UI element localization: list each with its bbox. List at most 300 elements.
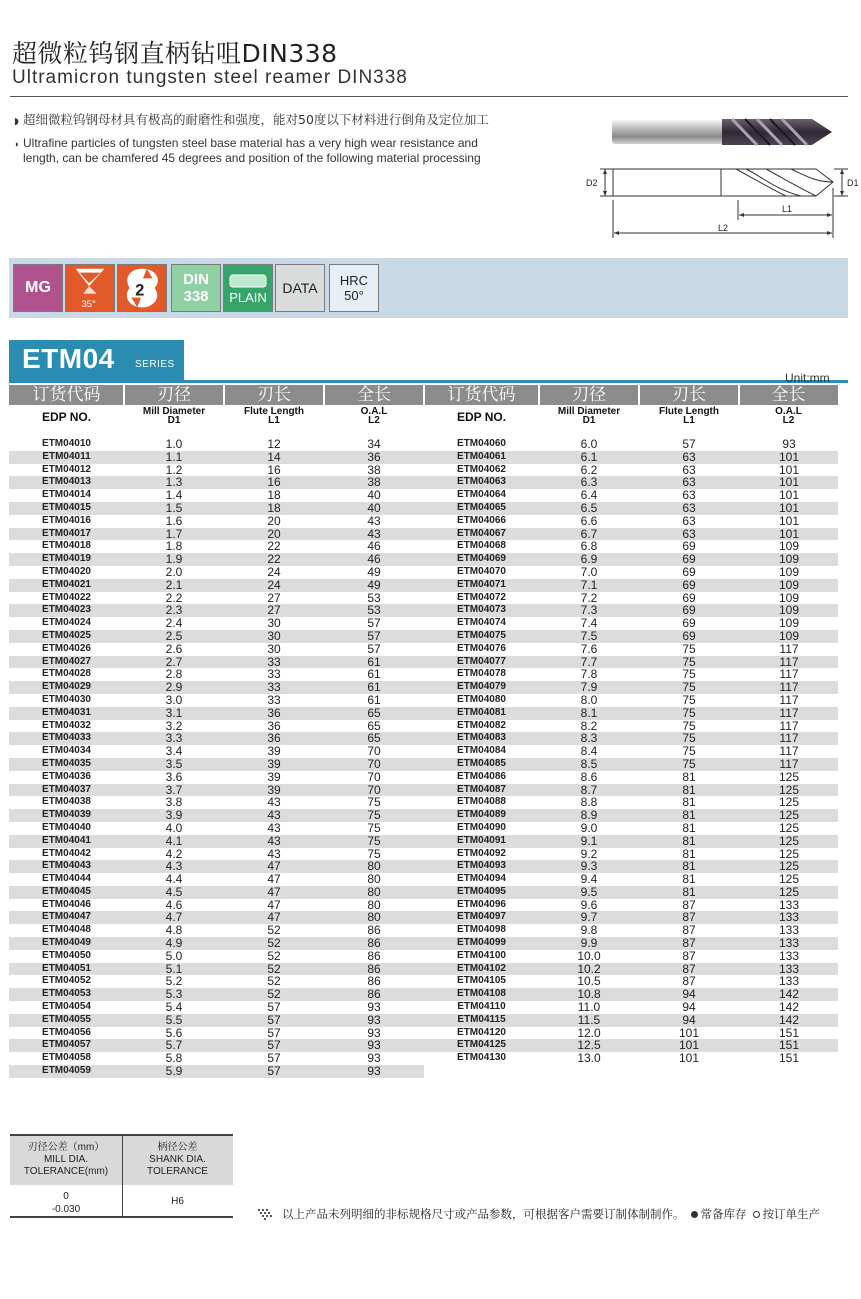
header-edp-cn: 订货代码 <box>32 385 101 405</box>
overall-length-cell: 142 <box>778 987 800 1002</box>
tolerance-shank-value: H6 <box>171 1196 184 1207</box>
table-row <box>9 796 838 809</box>
diameter-cell: 8.0 <box>580 692 598 707</box>
flute-length-cell: 33 <box>267 654 281 669</box>
header-dia-en-text: Mill Diameter <box>142 406 206 417</box>
flute-length-cell: 18 <box>267 488 281 503</box>
series-divider <box>9 380 848 383</box>
diameter-cell: 8.6 <box>580 769 598 784</box>
edp-cell: ETM04100 <box>457 949 506 961</box>
flute-length-cell: 30 <box>267 641 281 656</box>
flute-length-cell: 75 <box>682 654 696 669</box>
bullet-icon: ◗ <box>14 139 20 149</box>
overall-length-cell: 125 <box>778 846 800 861</box>
overall-length-cell: 80 <box>367 897 381 912</box>
flute-length-cell: 69 <box>682 603 696 618</box>
overall-length-cell: 61 <box>367 692 381 707</box>
tolerance-shank-header <box>122 1142 233 1178</box>
edp-cell: ETM04095 <box>457 885 506 897</box>
edp-cell: ETM04071 <box>457 578 506 590</box>
edp-cell: ETM04033 <box>42 732 91 744</box>
table-row <box>9 694 838 707</box>
diameter-cell: 4.6 <box>165 897 183 912</box>
overall-length-cell: 133 <box>778 923 800 938</box>
flute-length-cell: 75 <box>682 692 696 707</box>
diameter-cell: 4.2 <box>165 846 183 861</box>
flute-length-cell: 20 <box>267 526 281 541</box>
overall-length-cell: 43 <box>367 526 381 541</box>
edp-cell: ETM04049 <box>42 937 91 949</box>
flute-length-cell: 16 <box>267 475 281 490</box>
header-dia-en-text-2: Mill Diameter <box>557 406 621 417</box>
flute-length-cell: 75 <box>682 731 696 746</box>
flute-length-cell: 75 <box>682 718 696 733</box>
flute-length-cell: 81 <box>682 833 696 848</box>
diameter-cell: 3.3 <box>165 731 183 746</box>
edp-cell: ETM04079 <box>457 681 506 693</box>
flute-length-cell: 57 <box>267 1012 281 1027</box>
din-label-bottom: 338 <box>183 288 209 305</box>
header-flute-cn: 刃长 <box>257 385 291 405</box>
overall-length-cell: 34 <box>367 437 381 451</box>
unit-label: Unit:mm <box>785 371 830 385</box>
edp-cell: ETM04011 <box>42 450 91 462</box>
edp-cell: ETM04036 <box>42 770 91 782</box>
flute-length-cell: 69 <box>682 616 696 631</box>
overall-length-cell: 109 <box>778 539 800 554</box>
overall-length-cell: 86 <box>367 961 381 976</box>
flute-length-cell: 18 <box>267 500 281 515</box>
flute-length-cell: 81 <box>682 846 696 861</box>
header-dia-cn-2: 刃径 <box>572 385 606 405</box>
flute-length-cell: 27 <box>267 590 281 605</box>
column-separator <box>223 385 225 430</box>
header-dia-en-2 <box>539 407 639 425</box>
overall-length-cell: 125 <box>778 872 800 887</box>
flute-length-cell: 81 <box>682 872 696 887</box>
overall-length-cell: 86 <box>367 923 381 938</box>
table-row <box>9 515 838 528</box>
edp-cell: ETM04084 <box>457 745 506 757</box>
table-row <box>9 950 838 963</box>
edp-cell: ETM04125 <box>457 1039 506 1051</box>
edp-cell: ETM04061 <box>457 450 506 462</box>
edp-cell: ETM04045 <box>42 885 91 897</box>
edp-cell: ETM04059 <box>42 1065 91 1077</box>
flute-length-cell: 101 <box>678 1025 700 1040</box>
hardness-label-bottom: 50° <box>344 288 364 303</box>
edp-cell: ETM04056 <box>42 1026 91 1038</box>
dim-d2-label: D2 <box>586 178 598 188</box>
flute-length-cell: 47 <box>267 910 281 925</box>
overall-length-cell: 93 <box>367 1064 381 1079</box>
overall-length-cell: 151 <box>778 1038 800 1053</box>
edp-cell: ETM04060 <box>457 438 506 449</box>
diameter-cell: 1.3 <box>165 475 183 490</box>
edp-cell: ETM04050 <box>42 949 91 961</box>
diameter-cell: 6.0 <box>580 437 598 451</box>
diameter-cell: 5.9 <box>165 1064 183 1079</box>
edp-cell: ETM04027 <box>42 655 91 667</box>
data-icon <box>275 264 325 312</box>
overall-length-cell: 49 <box>367 577 381 592</box>
flute-length-cell: 75 <box>682 641 696 656</box>
edp-cell: ETM04120 <box>457 1026 506 1038</box>
header-flute-symbol: L1 <box>268 415 280 426</box>
overall-length-cell: 46 <box>367 552 381 567</box>
table-row <box>9 1052 838 1065</box>
edp-cell: ETM04041 <box>42 834 91 846</box>
overall-length-cell: 65 <box>367 731 381 746</box>
flute-length-cell: 63 <box>682 462 696 477</box>
edp-cell: ETM04029 <box>42 681 91 693</box>
overall-length-cell: 86 <box>367 948 381 963</box>
flute-length-cell: 81 <box>682 859 696 874</box>
tolerance-shank-en2: TOLERANCE <box>147 1166 208 1177</box>
header-flute-en-text-2: Flute Length <box>659 406 719 417</box>
header-edp-en-2 <box>424 407 539 427</box>
diameter-cell: 10.0 <box>577 948 601 963</box>
diameter-cell: 3.9 <box>165 808 183 823</box>
overall-length-cell: 142 <box>778 1000 800 1015</box>
edp-cell: ETM04014 <box>42 489 91 501</box>
tolerance-shank-en1: SHANK DIA. <box>149 1154 206 1165</box>
diameter-cell: 2.6 <box>165 641 183 656</box>
edp-cell: ETM04081 <box>457 706 506 718</box>
overall-length-cell: 101 <box>778 513 800 528</box>
edp-cell: ETM04043 <box>42 860 91 872</box>
flute-length-cell: 81 <box>682 820 696 835</box>
table-row <box>9 1039 838 1052</box>
flute-length-cell: 81 <box>682 769 696 784</box>
edp-cell: ETM04070 <box>457 565 506 577</box>
edp-cell: ETM04068 <box>457 540 506 552</box>
diameter-cell: 9.1 <box>580 833 598 848</box>
flute-length-cell: 47 <box>267 872 281 887</box>
diameter-cell: 8.4 <box>580 744 598 759</box>
edp-cell: ETM04047 <box>42 911 91 923</box>
edp-cell: ETM04022 <box>42 591 91 603</box>
shank-type-label: PLAIN <box>229 289 267 305</box>
table-row <box>9 899 838 912</box>
table-row <box>9 758 838 771</box>
diameter-cell: 1.9 <box>165 552 183 567</box>
overall-length-cell: 86 <box>367 987 381 1002</box>
header-flute-en-2 <box>639 407 739 425</box>
flute-length-cell: 52 <box>267 987 281 1002</box>
diameter-cell: 9.0 <box>580 820 598 835</box>
header-edp-en-text-2: EDP NO. <box>456 410 507 424</box>
diameter-cell: 8.8 <box>580 795 598 810</box>
header-dia-cn: 刃径 <box>157 385 191 405</box>
overall-length-cell: 40 <box>367 488 381 503</box>
edp-cell: ETM04065 <box>457 501 506 513</box>
diameter-cell: 7.1 <box>580 577 598 592</box>
hardness-icon <box>329 264 379 312</box>
flute-length-cell: 87 <box>682 961 696 976</box>
edp-cell: ETM04052 <box>42 975 91 987</box>
description-en-line2: length, can be chamfered 45 degrees and position of the following material processing <box>23 151 481 165</box>
edp-cell: ETM04055 <box>42 1013 91 1025</box>
overall-length-cell: 109 <box>778 590 800 605</box>
table-row <box>9 528 838 541</box>
flute-length-cell: 33 <box>267 692 281 707</box>
flute-length-cell: 52 <box>267 961 281 976</box>
footnote-text: 以上产品未列明细的非标规格尺寸或产品参数，可根据客户需要订制体制制作。 <box>282 1207 685 1221</box>
edp-cell: ETM04016 <box>42 514 91 526</box>
din-label-top: DIN <box>183 271 209 288</box>
bullet-icon: ◗ <box>14 117 19 127</box>
dim-l2-label: L2 <box>718 223 729 233</box>
diameter-cell: 4.8 <box>165 923 183 938</box>
header-dia-symbol: D1 <box>167 415 181 426</box>
overall-length-cell: 151 <box>778 1051 800 1066</box>
edp-cell: ETM04020 <box>42 565 91 577</box>
flute-length-cell: 39 <box>267 756 281 771</box>
flute-length-cell: 22 <box>267 539 281 554</box>
dither-pattern-icon <box>258 1209 274 1220</box>
table-row <box>9 963 838 976</box>
table-row <box>9 860 838 873</box>
header-dia-en <box>124 407 224 425</box>
flute-length-cell: 36 <box>267 718 281 733</box>
diameter-cell: 1.4 <box>165 488 183 503</box>
table-row <box>9 1027 838 1040</box>
overall-length-cell: 75 <box>367 833 381 848</box>
flute-length-cell: 39 <box>267 782 281 797</box>
edp-cell: ETM04028 <box>42 668 91 680</box>
table-row <box>9 643 838 656</box>
flute-length-cell: 16 <box>267 462 281 477</box>
flute-length-cell: 81 <box>682 884 696 899</box>
edp-cell: ETM04040 <box>42 821 91 833</box>
flute-length-cell: 63 <box>682 475 696 490</box>
description-cn-text: 超细微粒钨钢母材具有极高的耐磨性和强度，能对50度以下材料进行倒角及定位加工 <box>23 112 489 127</box>
header-edp-cn-2: 订货代码 <box>447 385 516 405</box>
flute-length-cell: 43 <box>267 795 281 810</box>
drill-dimension-drawing <box>586 160 861 240</box>
diameter-cell: 1.8 <box>165 539 183 554</box>
material-grade-icon <box>13 264 63 312</box>
overall-length-cell: 80 <box>367 884 381 899</box>
table-row <box>9 720 838 733</box>
shank-type-icon <box>223 264 273 312</box>
diameter-cell: 9.3 <box>580 859 598 874</box>
overall-length-cell: 133 <box>778 910 800 925</box>
flute-length-cell: 57 <box>267 1064 281 1079</box>
overall-length-cell: 38 <box>367 462 381 477</box>
overall-length-cell: 109 <box>778 603 800 618</box>
diameter-cell: 2.3 <box>165 603 183 618</box>
diameter-cell: 9.4 <box>580 872 598 887</box>
overall-length-cell: 93 <box>367 1051 381 1066</box>
material-grade-label: MG <box>25 279 51 296</box>
diameter-cell: 5.4 <box>165 1000 183 1015</box>
edp-cell: ETM04110 <box>457 1001 506 1013</box>
flute-length-cell: 63 <box>682 500 696 515</box>
edp-cell: ETM04046 <box>42 898 91 910</box>
edp-cell: ETM04069 <box>457 553 506 565</box>
overall-length-cell: 38 <box>367 475 381 490</box>
flute-length-cell: 87 <box>682 897 696 912</box>
flute-length-cell: 63 <box>682 513 696 528</box>
edp-cell: ETM04064 <box>457 489 506 501</box>
edp-cell: ETM04038 <box>42 796 91 808</box>
table-row <box>9 489 838 502</box>
column-separator <box>738 385 740 430</box>
diameter-cell: 4.7 <box>165 910 183 925</box>
description-en <box>14 136 481 165</box>
in-stock-dot-icon <box>691 1211 698 1218</box>
table-row <box>9 553 838 566</box>
edp-cell: ETM04023 <box>42 604 91 616</box>
edp-cell: ETM04053 <box>42 988 91 1000</box>
edp-cell: ETM04073 <box>457 604 506 616</box>
diameter-cell: 1.6 <box>165 513 183 528</box>
flute-length-cell: 94 <box>682 1000 696 1015</box>
column-separator <box>423 385 425 430</box>
flute-length-cell: 39 <box>267 744 281 759</box>
overall-length-cell: 117 <box>779 744 799 759</box>
edp-cell: ETM04099 <box>457 937 506 949</box>
helix-angle-label: 35° <box>81 299 96 311</box>
edp-cell: ETM04083 <box>457 732 506 744</box>
overall-length-cell: 61 <box>367 680 381 695</box>
overall-length-cell: 125 <box>778 782 800 797</box>
flute-length-cell: 33 <box>267 680 281 695</box>
diameter-cell: 8.2 <box>580 718 598 733</box>
flute-length-cell: 47 <box>267 884 281 899</box>
overall-length-cell: 70 <box>367 756 381 771</box>
table-row <box>9 540 838 553</box>
table-row <box>9 1065 838 1078</box>
edp-cell: ETM04097 <box>457 911 506 923</box>
diameter-cell: 3.5 <box>165 756 183 771</box>
diameter-cell: 6.3 <box>580 475 598 490</box>
table-row <box>9 848 838 861</box>
overall-length-cell: 36 <box>367 449 381 464</box>
tolerance-mill-upper: 0 <box>63 1191 69 1202</box>
edp-cell: ETM04032 <box>42 719 91 731</box>
diameter-cell: 2.9 <box>165 680 183 695</box>
flute-length-cell: 94 <box>682 987 696 1002</box>
flute-length-cell: 39 <box>267 769 281 784</box>
din-standard-icon <box>171 264 221 312</box>
flute-length-cell: 43 <box>267 820 281 835</box>
diameter-cell: 5.0 <box>165 948 183 963</box>
flute-length-cell: 87 <box>682 936 696 951</box>
flute-length-cell: 63 <box>682 488 696 503</box>
tolerance-mill-lower: -0.030 <box>51 1204 81 1215</box>
edp-cell: ETM04010 <box>42 438 91 449</box>
column-separator <box>538 385 540 430</box>
flute-length-cell: 87 <box>682 910 696 925</box>
helix-angle-graphic <box>66 264 114 312</box>
overall-length-cell: 93 <box>367 1038 381 1053</box>
dim-l1-label: L1 <box>782 204 793 214</box>
diameter-cell: 11.5 <box>577 1012 601 1027</box>
edp-cell: ETM04090 <box>457 821 506 833</box>
flute-length-cell: 14 <box>267 449 281 464</box>
overall-length-cell: 109 <box>778 577 800 592</box>
overall-length-cell: 117 <box>779 680 799 695</box>
diameter-cell: 5.6 <box>165 1025 183 1040</box>
diameter-cell: 7.9 <box>580 680 598 695</box>
edp-cell: ETM04091 <box>457 834 506 846</box>
edp-cell: ETM04087 <box>457 783 506 795</box>
diameter-cell: 5.3 <box>165 987 183 1002</box>
edp-cell: ETM04088 <box>457 796 506 808</box>
table-row <box>9 617 838 630</box>
header-flute-cn-2: 刃长 <box>672 385 706 405</box>
edp-cell: ETM04115 <box>457 1013 506 1025</box>
tolerance-mill-cn: 刃径公差（mm） <box>27 1142 105 1153</box>
overall-length-cell: 49 <box>367 564 381 579</box>
flute-length-cell: 24 <box>267 577 281 592</box>
overall-length-cell: 57 <box>367 641 381 656</box>
diameter-cell: 2.7 <box>165 654 183 669</box>
edp-cell: ETM04025 <box>42 629 91 641</box>
flute-length-cell: 36 <box>267 705 281 720</box>
diameter-cell: 9.5 <box>580 884 598 899</box>
overall-length-cell: 93 <box>782 437 796 451</box>
overall-length-cell: 125 <box>778 859 800 874</box>
overall-length-cell: 70 <box>367 769 381 784</box>
flute-length-cell: 81 <box>682 795 696 810</box>
series-name: ETM04 <box>22 343 115 374</box>
overall-length-cell: 80 <box>367 859 381 874</box>
table-row <box>9 988 838 1001</box>
footnote <box>258 1206 820 1222</box>
flute-length-cell: 47 <box>267 897 281 912</box>
edp-cell: ETM04037 <box>42 783 91 795</box>
diameter-cell: 4.5 <box>165 884 183 899</box>
tolerance-table <box>10 1134 233 1218</box>
overall-length-cell: 125 <box>778 820 800 835</box>
diameter-cell: 10.8 <box>577 987 601 1002</box>
made-to-order-label: 按订单生产 <box>762 1207 820 1221</box>
diameter-cell: 2.4 <box>165 616 183 631</box>
flute-length-cell: 94 <box>682 1012 696 1027</box>
edp-cell: ETM04082 <box>457 719 506 731</box>
edp-cell: ETM04076 <box>457 642 506 654</box>
edp-cell: ETM04015 <box>42 501 91 513</box>
overall-length-cell: 75 <box>367 808 381 823</box>
flute-length-cell: 30 <box>267 616 281 631</box>
diameter-cell: 9.6 <box>580 897 598 912</box>
overall-length-cell: 117 <box>779 731 799 746</box>
overall-length-cell: 133 <box>778 974 800 989</box>
flute-length-cell: 43 <box>267 846 281 861</box>
page-title-en: Ultramicron tungsten steel reamer DIN338 <box>12 67 408 88</box>
overall-length-cell: 40 <box>367 500 381 515</box>
overall-length-cell: 65 <box>367 705 381 720</box>
edp-cell: ETM04105 <box>457 975 506 987</box>
overall-length-cell: 61 <box>367 667 381 682</box>
flute-length-cell: 75 <box>682 744 696 759</box>
flute-length-cell: 36 <box>267 731 281 746</box>
table-row <box>9 502 838 515</box>
table-row <box>9 668 838 681</box>
overall-length-cell: 75 <box>367 846 381 861</box>
table-row <box>9 656 838 669</box>
page-title-cn: 超微粒钨钢直柄钻咀DIN338 <box>12 39 338 68</box>
edp-cell: ETM04035 <box>42 757 91 769</box>
edp-cell: ETM04089 <box>457 809 506 821</box>
table-row <box>9 873 838 886</box>
diameter-cell: 3.6 <box>165 769 183 784</box>
edp-cell: ETM04092 <box>457 847 506 859</box>
